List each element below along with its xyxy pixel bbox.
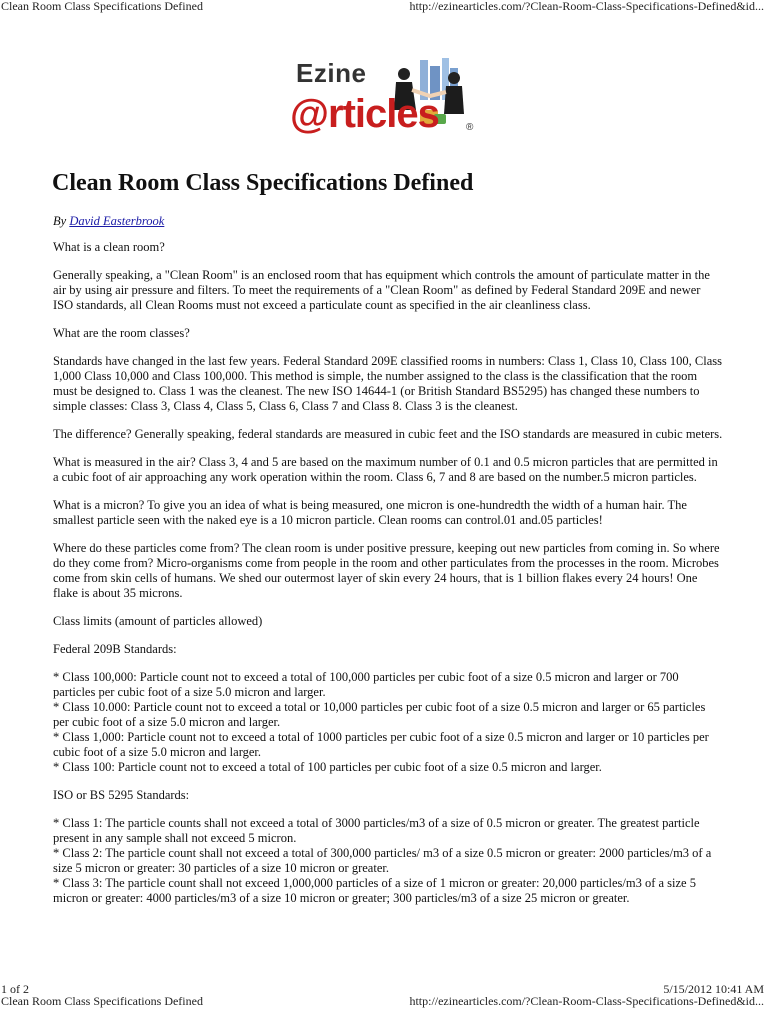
paragraph: What is a micron? To give you an idea of what is being measured, one micron is one-hundredth the width of a human hair. The smallest particle seen with the naked eye is a 10 micron particle. Clean rooms can control.01 and.05 particles! [53, 498, 687, 527]
list-item: * Class 10.000: Particle count not to exceed a total or 10,000 particles per cubic foot of a size 0.5 micron and larger or 65 particles per cubic foot of a size 5.0 micron and larger. [53, 700, 706, 729]
header-url: http://ezinearticles.com/?Clean-Room-Class-Specifications-Defined&id... [409, 0, 764, 13]
list-item: * Class 1,000: Particle count not to exceed a total of 1000 particles per cubic foot of a size 0.5 micron and larger or 10 particles per cubic foot of a size 5.0 micron and larger. [53, 730, 709, 759]
paragraph: Class limits (amount of particles allowed) [53, 614, 263, 628]
paragraph: What are the room classes? [53, 326, 190, 340]
iso-standards-list [53, 816, 723, 906]
list-item: * Class 100,000: Particle count not to exceed a total of 100,000 particles per cubic foot of a size 0.5 micron and larger or 700 particles per cubic foot of a size 5.0 micron and larger. [53, 670, 679, 699]
footer-page-title: Clean Room Class Specifications Defined [1, 994, 203, 1008]
byline [53, 214, 164, 229]
paragraph: Generally speaking, a "Clean Room" is an enclosed room that has equipment which controls the amount of particulate matter in the air by using air pressure and filters. To meet the requirements of a "Clean Room" as defined by Federal Standard 209E and newer ISO standards, all Clean Rooms must not exceed a particulate count as specified in the air cleanliness class. [53, 268, 710, 312]
paragraph: Federal 209B Standards: [53, 642, 177, 656]
ezinearticles-logo[interactable] [290, 58, 480, 146]
by-label: By [53, 214, 67, 228]
paragraph: Standards have changed in the last few years. Federal Standard 209E classified rooms in numbers: Class 1, Class 10, Class 100, Class 1,000 Class 10,000 and Class 100,000. This method is simple, the number assigned to the class is the classification that the room must be designed to. Class 1 was the cleanest. The new ISO 14644-1 (or British Standard BS5295) has changed these numbers to simple classes: Class 3, Class 4, Class 5, Class 6, Class 7 and Class 8. Class 3 is the cleanest. [53, 354, 722, 413]
footer-url: http://ezinearticles.com/?Clean-Room-Class-Specifications-Defined&id... [409, 994, 764, 1008]
paragraph: What is measured in the air? Class 3, 4 and 5 are based on the maximum number of 0.1 and 0.5 micron particles that are permitted in a cubic foot of air approaching any work operation within the room. Class 6, 7 and 8 are based on the number.5 micron particles. [53, 455, 718, 484]
list-item: * Class 2: The particle count shall not exceed a total of 300,000 particles/ m3 of a size 0.5 micron or greater: 2000 particles/m3 of a size 5 micron or greater: 30 particles of a size 10 micron or greater. [53, 846, 712, 875]
footer-datetime: 5/15/2012 10:41 AM [663, 982, 764, 996]
iso-heading: ISO or BS 5295 Standards: [53, 788, 190, 802]
logo-ezine-text: Ezine [296, 58, 367, 88]
paragraph: The difference? Generally speaking, federal standards are measured in cubic feet and the ISO standards are measured in cubic meters. [53, 427, 723, 441]
logo-registered-mark: ® [466, 122, 474, 133]
article-body [53, 240, 723, 919]
paragraph: What is a clean room? [53, 240, 165, 254]
article-title: Clean Room Class Specifications Defined [52, 170, 474, 196]
federal-standards-list [53, 670, 723, 775]
footer-page-number: 1 of 2 [1, 982, 29, 996]
paragraph: Where do these particles come from? The clean room is under positive pressure, keeping out new particles from coming in. So where do they come from? Micro-organisms come from people in the room and other particulates from the processes in the room. Microbes come from skin cells of humans. We shed our outermost layer of skin every 24 hours, that is 1 billion flakes every 24 hours! One flake is about 35 microns. [53, 541, 720, 600]
list-item: * Class 3: The particle count shall not exceed 1,000,000 particles of a size of 1 micron or greater: 20,000 particles/m3 of a size 5 micron or greater: 4000 particles/m3 of a size 10 micron or greater; 300 particles/m3 of a size 25 micron or greater. [53, 876, 696, 905]
list-item: * Class 100: Particle count not to exceed a total of 100 particles per cubic foot of a size 0.5 micron and larger. [53, 760, 602, 774]
list-item: * Class 1: The particle counts shall not exceed a total of 3000 particles/m3 of a size of 0.5 micron or greater. The greatest particle present in any sample shall not exceed 5 micron. [53, 816, 700, 845]
header-page-title: Clean Room Class Specifications Defined [1, 0, 203, 13]
logo-articles-text: @rticles [290, 92, 439, 136]
author-link[interactable]: David Easterbrook [69, 214, 165, 228]
